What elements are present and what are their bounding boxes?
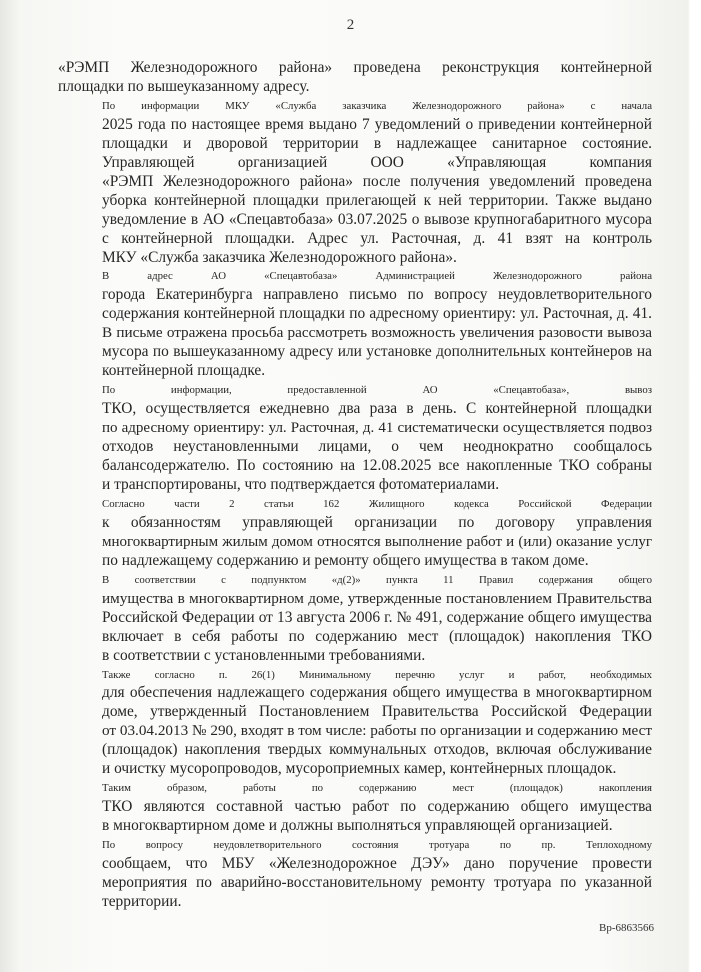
paragraph (58, 779, 652, 836)
text-line: включает в себя работы по содержанию мест (площадок) накопления ТКО (102, 627, 652, 645)
text-line: Согласно части 2 статьи 162 Жилищного кодекса Российской Федерации (102, 497, 652, 510)
text-line: По вопросу неудовлетворительного состояния тротуара по пр. Теплоходному (102, 839, 652, 852)
paragraph (58, 59, 652, 97)
text-line: мусора по вышеуказанному адресу или установке дополнительных контейнеров на (102, 343, 652, 361)
text-line: (площадок) накопления твердых коммунальных отходов, включая обслуживание (102, 741, 652, 759)
registration-number: Вр-6863566 (599, 922, 654, 934)
text-line: В соответствии с подпунктом «д(2)» пункта 11 Правил содержания общего (102, 573, 652, 586)
text-line: площадки и дворовой территории в надлежащее санитарное состояние. (102, 134, 652, 152)
text-line: доме, утвержденный Постановлением Правительства Российской Федерации (102, 703, 652, 721)
text-line: содержания контейнерной площадки по адресному ориентиру: ул. Расточная, д. 41. (102, 305, 652, 323)
paragraph (58, 267, 652, 381)
text-line: Таким образом, работы по содержанию мест (площадок) накопления (102, 782, 652, 795)
text-line: города Екатеринбурга направлено письмо по вопросу неудовлетворительного (102, 286, 652, 304)
text-line: Управляющей организацией ООО «Управляющая компания (102, 153, 652, 171)
paragraph (58, 381, 652, 495)
text-line: отходов неустановленными лицами, о чем неоднократно сообщалось (102, 438, 652, 456)
text-line: балансодержателю. По состоянию на 12.08.2025 все накопленные ТКО собраны (102, 457, 652, 475)
text-line: и транспортированы, что подтверждается фотоматериалами. (102, 475, 500, 493)
text-line: к обязанностям управляющей организации по договору управления (102, 513, 652, 531)
paragraph (58, 666, 652, 780)
text-line: контейнерной площадке. (102, 362, 266, 380)
text-line: имущества в многоквартирном доме, утвержденные постановлением Правительства (102, 589, 652, 607)
text-line: По информации, предоставленной АО «Спецавтобаза», вывоз (102, 384, 652, 397)
text-line: с контейнерной площадки. Адрес ул. Расточная, д. 41 взят на контроль (102, 229, 652, 247)
text-line: ТКО, осуществляется ежедневно два раза в день. С контейнерной площадки (102, 400, 652, 418)
text-line: МКУ «Служба заказчика Железнодорожного района». (102, 248, 457, 266)
text-line: уборка контейнерной площадки прилегающей к ней территории. Также выдано (102, 191, 652, 209)
text-line: территории. (102, 892, 182, 910)
text-line: по надлежащему содержанию и ремонту общего имущества в таком доме. (102, 551, 589, 569)
paragraph (58, 97, 652, 268)
text-line: «РЭМП Железнодорожного района» после получения уведомлений проведена (102, 172, 652, 190)
text-line: уведомление в АО «Спецавтобаза» 03.07.2025 о вывозе крупногабаритного мусора (102, 210, 652, 228)
text-line: По информации МКУ «Служба заказчика Железнодорожного района» с начала (102, 99, 652, 112)
text-line: В адрес АО «Спецавтобаза» Администрацией Железнодорожного района (102, 270, 652, 283)
paragraph (58, 571, 652, 666)
text-line: площадки по вышеуказанному адресу. (58, 77, 310, 95)
paragraph (58, 836, 652, 912)
text-line: Также согласно п. 26(1) Минимальному перечню услуг и работ, необходимых (102, 668, 652, 681)
text-line: многоквартирным жилым домом относятся выполнение работ и (или) оказание услуг (102, 533, 652, 550)
text-line: В письме отражена просьба рассмотреть возможность увеличения разовости вывоза (102, 324, 652, 342)
text-line: в многоквартирном доме и должны выполняться управляющей организацией. (102, 817, 613, 835)
text-line: мероприятия по аварийно-восстановительному ремонту тротуара по указанной (102, 873, 652, 891)
text-line: 2025 года по настоящее время выдано 7 уведомлений о приведении контейнерной (102, 115, 652, 133)
text-line: от 03.04.2013 № 290, входят в том числе: работы по организации и содержанию мест (102, 722, 652, 740)
text-line: и очистку мусоропроводов, мусороприемных камер, контейнерных площадок. (102, 760, 617, 778)
paragraph (58, 495, 652, 571)
text-line: ТКО являются составной частью работ по содержанию общего имущества (102, 798, 652, 816)
text-line: «РЭМП Железнодорожного района» проведена реконструкция контейнерной (58, 59, 652, 76)
text-line: Российской Федерации от 13 августа 2006 г. № 491, содержание общего имущества (102, 608, 652, 626)
text-line: для обеспечения надлежащего содержания общего имущества в многоквартирном (102, 684, 652, 702)
text-line: по адресному ориентиру: ул. Расточная, д. 41 систематически осуществляется подвоз (102, 420, 652, 437)
text-line: в соответствии с установленными требованиями. (102, 646, 426, 664)
page-number: 2 (346, 17, 355, 33)
text-line: сообщаем, что МБУ «Железнодорожное ДЭУ» дано поручение провести (102, 855, 652, 873)
document-body (58, 59, 652, 912)
